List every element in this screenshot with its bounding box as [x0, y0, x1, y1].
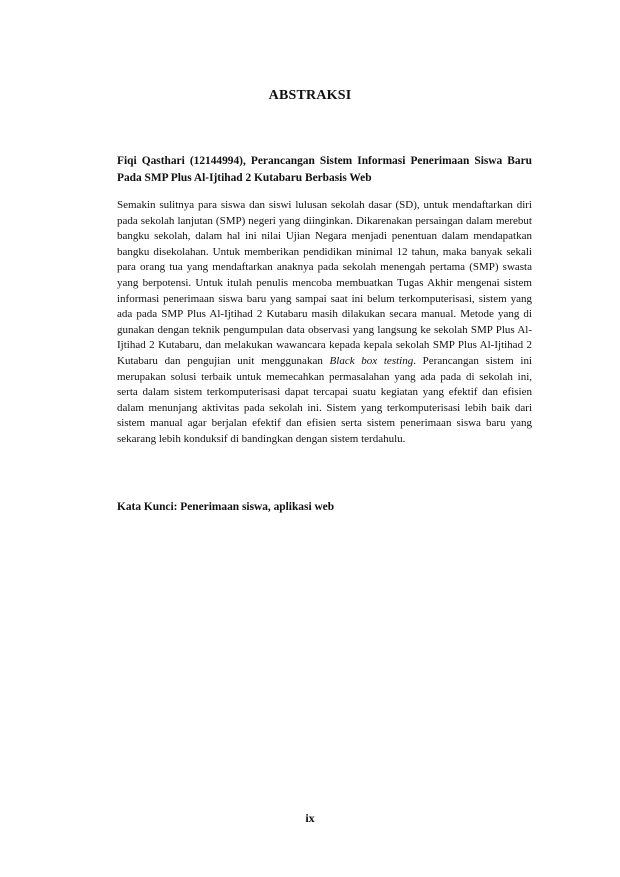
page-title: ABSTRAKSI: [268, 88, 352, 103]
page-number: ix: [305, 811, 315, 825]
abstract-text-part-2: . Perancangan sistem ini merupakan solusi terbaik untuk memecahkan permasalahan yang ada pada di sekolah ini, serta dalam sistem terkomputerisasi dapat tercapai suatu kegiatan yang efektif dan efisien dalam menunjang aktivitas pada sekolah ini. Sistem yang terkomputerisasi lebih baik dari sistem manual agar berjalan efektif dan efisien serta sistem penerimaan siswa baru yang sekarang lebih konduksif di bandingkan dengan sistem terdahulu.: [117, 354, 532, 445]
abstract-body: [117, 198, 532, 448]
abstract-italic-term: Black box testing: [329, 354, 414, 367]
abstract-heading: Fiqi Qasthari (12144994), Perancangan Sistem Informasi Penerimaan Siswa Baru Pada SMP Plus Al-Ijtihad 2 Kutabaru Berbasis Web: [117, 155, 532, 184]
keywords-line: Kata Kunci: Penerimaan siswa, aplikasi web: [117, 501, 335, 513]
abstract-text-part-1: Semakin sulitnya para siswa dan siswi lulusan sekolah dasar (SD), untuk mendaftarkan diri pada sekolah lanjutan (SMP) negeri yang diinginkan. Dikarenakan persaingan dalam merebut bangku sekolah, dalam hal ini nilai Ujian Negara menjadi penentuan dalam mendapatkan bangku disekolahan. Untuk memberikan pendidikan minimal 12 tahun, maka banyak sekali para orang tua yang mendaftarkan anaknya pada sekolah menengah pertama (SMP) swasta yang berpotensi. Untuk itulah penulis mencoba membuatkan Tugas Akhir mengenai sistem informasi penerimaan siswa baru yang sampai saat ini belum terkomputerisasi, sistem yang ada pada SMP Plus Al-Ijtihad 2 Kutabaru masih dilakukan secara manual. Metode yang di gunakan dengan teknik pengumpulan data observasi yang langsung ke sekolah SMP Plus Al-Ijtihad 2 Kutabaru, dan melakukan wawancara kepada kepala sekolah SMP Plus Al-Ijtihad 2 Kutabaru dan pengujian unit menggunakan: [117, 199, 532, 367]
